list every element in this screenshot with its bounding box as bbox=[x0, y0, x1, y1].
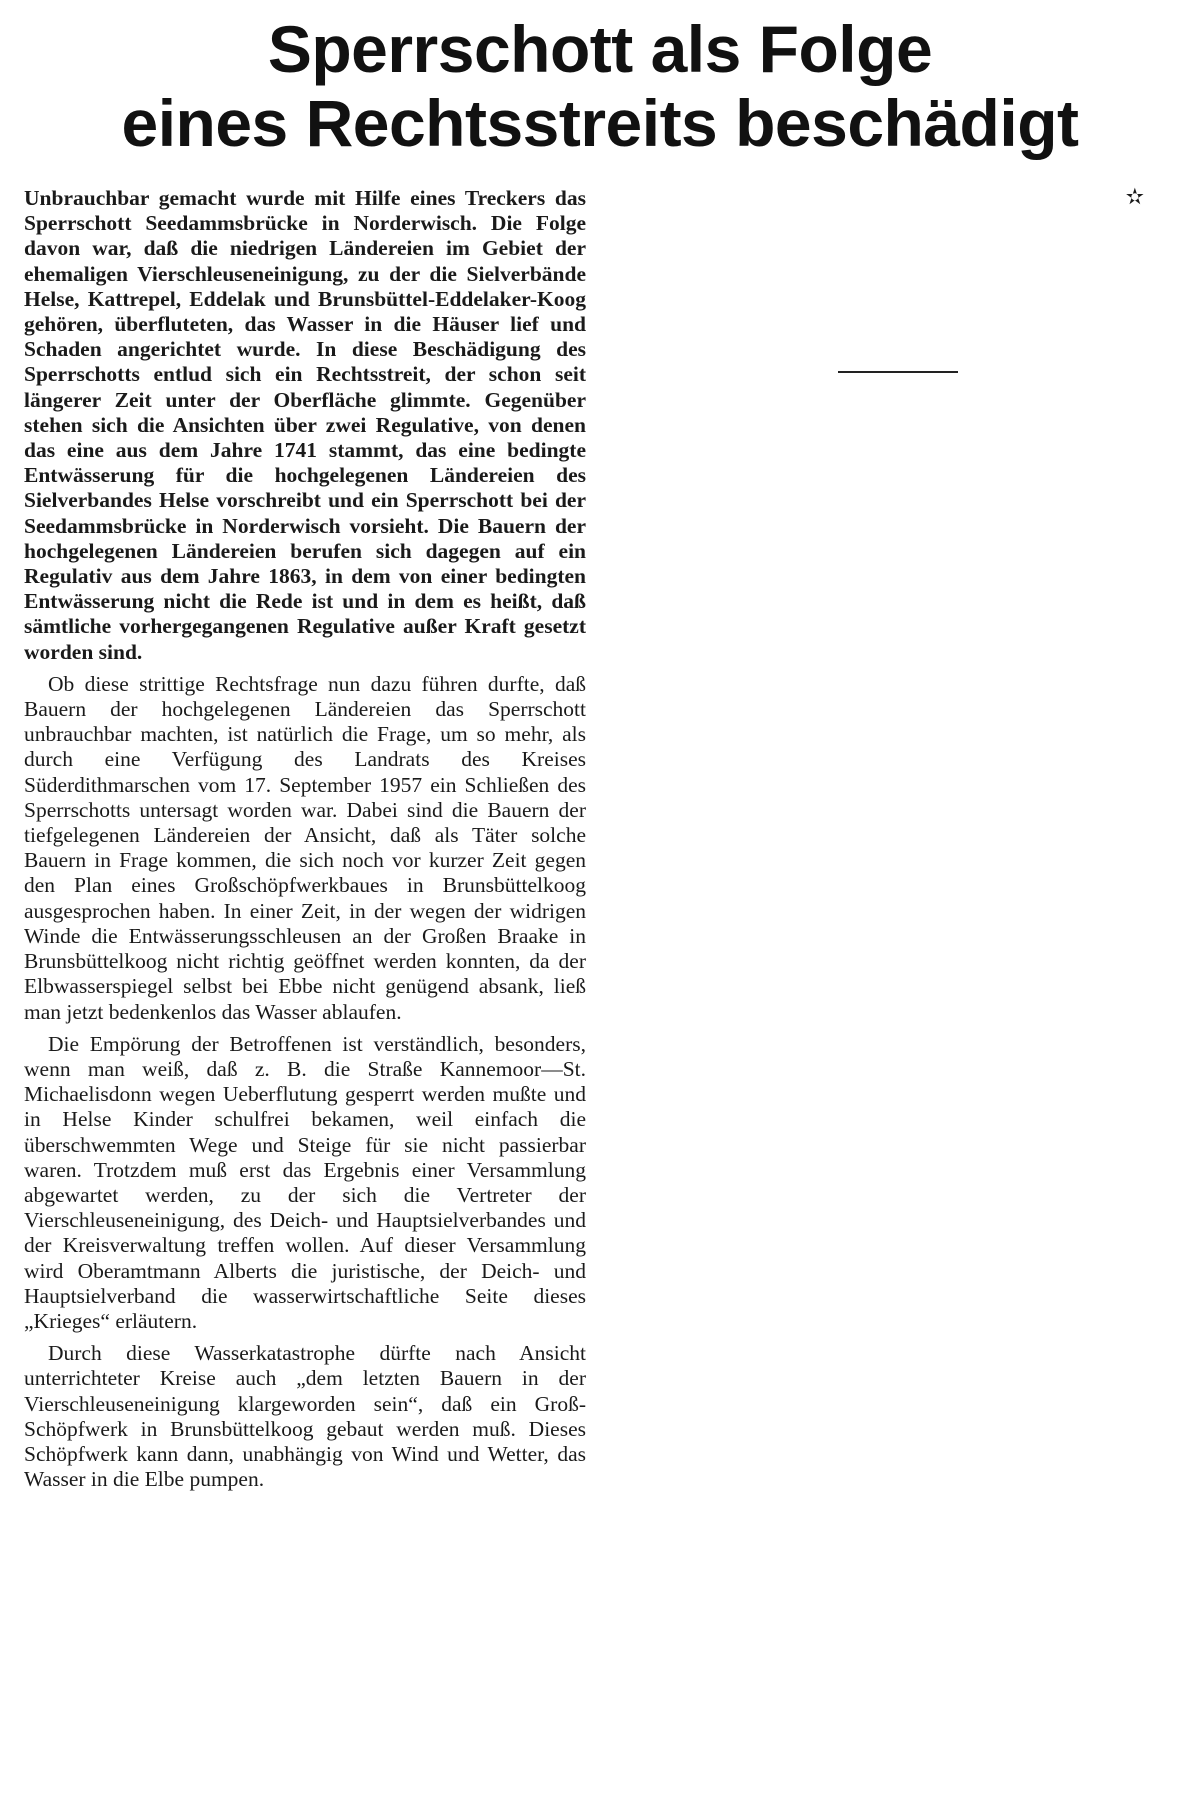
end-rule bbox=[838, 371, 958, 373]
end-mark: ✫ bbox=[1125, 184, 1144, 209]
column-left bbox=[24, 186, 586, 1492]
headline-line-2: eines Rechtsstreits beschädigt bbox=[121, 86, 1079, 160]
paragraph-4: Durch diese Wasserkatastrophe dürfte nach Ansicht unterrichteter Kreise auch „dem letzten Bauern in der Vierschleuseneinigung klargeworden sein“, daß ein Groß-Schöpfwerk in Brunsbüttelkoog gebaut werden muß. Dieses Schöpfwerk kann dann, unabhängig von Wind und Wetter, das Wasser in die Elbe pumpen. bbox=[24, 1341, 586, 1492]
headline bbox=[0, 12, 1200, 160]
paragraph-3: Die Empörung der Betroffenen ist verständlich, besonders, wenn man weiß, daß z. B. die Straße Kannemoor—St. Michaelisdonn wegen Ueberflutung gesperrt werden mußte und in Helse Kinder schulfrei bekamen, weil einfach die überschwemmten Wege und Steige für sie nicht passierbar waren. Trotzdem muß erst das Ergebnis einer Versammlung abgewartet werden, zu der sich die Vertreter der Vierschleuseneinigung, des Deich- und Hauptsielverbandes und der Kreisverwaltung treffen wollen. Auf dieser Versammlung wird Oberamtmann Alberts die juristische, der Deich- und Hauptsielverband die wasserwirtschaftliche Seite dieses „Krieges“ erläutern. bbox=[24, 1031, 586, 1333]
paragraph-2: Ob diese strittige Rechtsfrage nun dazu führen durfte, daß Bauern der hochgelegenen Ländereien das Sperrschott unbrauchbar machten, ist natürlich die Frage, um so mehr, als durch eine Verfügung des Landrats des Kreises Süderdithmarschen vom 17. September 1957 ein Schließen des Sperrschotts untersagt worden war. Dabei sind die Bauern der tiefgelegenen Ländereien der Ansicht, daß als Täter solche Bauern in Frage kommen, die sich noch vor kurzer Zeit gegen den Plan eines Großschöpfwerkbaues in Brunsbüttelkoog ausgesprochen haben. In einer Zeit, in der wegen der widrigen Winde die Entwässerungsschleusen an der Großen Braake in Brunsbüttelkoog nicht richtig geöffnet werden konnten, da der Elbwasserspiegel selbst bei Ebbe nicht genügend absank, ließ man jetzt bedenkenlos das Wasser ablaufen. bbox=[24, 671, 586, 1024]
lead-paragraph: Unbrauchbar gemacht wurde mit Hilfe eines Treckers das Sperrschott Seedammsbrücke in Norderwisch. Die Folge davon war, daß die niedrigen Ländereien im Gebiet der ehemaligen Vierschleuseneinigung, zu der die Sielverbände Helse, Kattrepel, Eddelak und Brunsbüttel-Eddelaker-Koog gehören, überfluteten, das Wasser in die Häuser lief und Schaden angerichtet wurde. In diese Beschädigung des Sperrschotts entlud sich ein Rechtsstreit, der schon seit längerer Zeit unter der Oberfläche glimmte. Gegenüber stehen sich die Ansichten über zwei Regulative, von denen das eine aus dem Jahre 1741 stammt, das eine bedingte Entwässerung für die hochgelegenen Ländereien des Sielverbandes Helse vorschreibt und ein Sperrschott bei der Seedammsbrücke in Norderwisch vorsieht. Die Bauern der hochgelegenen Ländereien berufen sich dagegen auf ein Regulativ aus dem Jahre 1863, in dem von einer bedingten Entwässerung nicht die Rede ist und in dem es heißt, daß sämtliche vorhergegangenen Regulative außer Kraft gesetzt worden sind. bbox=[24, 186, 586, 664]
column-right bbox=[612, 186, 1144, 208]
headline-line-1: Sperrschott als Folge bbox=[267, 12, 933, 86]
